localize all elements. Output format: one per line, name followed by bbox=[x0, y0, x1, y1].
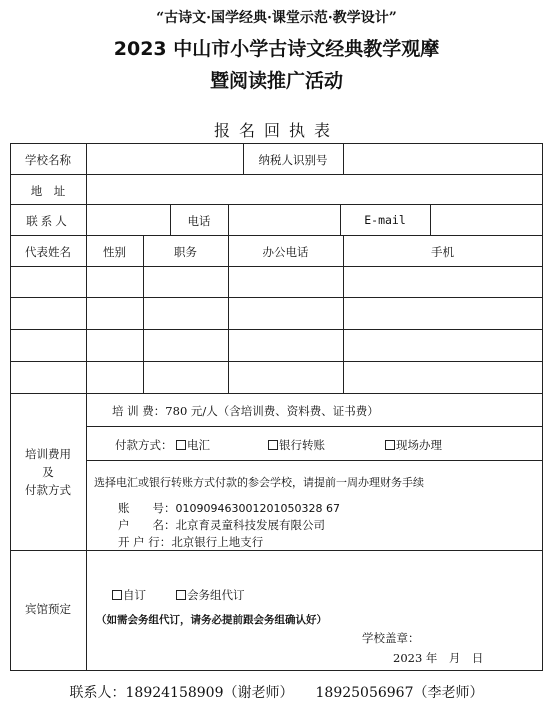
bank-name-row bbox=[118, 517, 325, 533]
hotel-option-label: 自订 bbox=[123, 588, 146, 602]
hotel-label: 宾馆预定 bbox=[25, 602, 71, 616]
school-name-field[interactable] bbox=[88, 146, 242, 172]
fee-text: 培 训 费：780 元/人（含培训费、资料费、证书费） bbox=[112, 404, 379, 418]
footer-phone-2: 18925056967 bbox=[315, 685, 414, 701]
checkbox[interactable] bbox=[385, 440, 395, 450]
phone-field[interactable] bbox=[230, 207, 339, 233]
checkbox[interactable] bbox=[176, 590, 186, 600]
payment-option-transfer[interactable] bbox=[268, 437, 325, 453]
table-row[interactable] bbox=[12, 331, 541, 360]
checkbox[interactable] bbox=[112, 590, 122, 600]
col-rep-name: 代表姓名 bbox=[25, 245, 71, 259]
fee-section-label-3: 付款方式 bbox=[25, 483, 71, 497]
bank-branch-value: 北京银行上地支行 bbox=[171, 535, 264, 549]
col-position: 职务 bbox=[174, 245, 197, 259]
payment-method-row bbox=[115, 437, 173, 453]
payment-option-onsite[interactable] bbox=[385, 437, 442, 453]
bank-branch-label: 开 户 行： bbox=[118, 535, 172, 549]
bank-name-value: 北京育灵童科技发展有限公司 bbox=[175, 518, 325, 532]
footer-phone-1: 18924158909 bbox=[125, 685, 224, 701]
bank-account-row bbox=[118, 500, 340, 516]
contact-field[interactable] bbox=[88, 207, 169, 233]
email-field[interactable] bbox=[432, 207, 541, 233]
footer-name-2: （李老师） bbox=[413, 685, 484, 701]
tagline: “古诗文·国学经典·课堂示范·教学设计” bbox=[156, 10, 397, 26]
hotel-note: （如需会务组代订，请务必提前跟会务组确认好） bbox=[96, 614, 327, 626]
email-label: E-mail bbox=[364, 213, 406, 227]
payment-option-wire[interactable] bbox=[176, 437, 210, 453]
payment-option-label: 银行转账 bbox=[279, 438, 325, 452]
table-row[interactable] bbox=[12, 268, 541, 296]
hotel-option-self[interactable] bbox=[112, 587, 146, 603]
fee-section-label-1: 培训费用 bbox=[25, 447, 71, 461]
col-gender: 性别 bbox=[103, 245, 126, 259]
hotel-option-committee[interactable] bbox=[176, 587, 245, 603]
table-row[interactable] bbox=[12, 363, 541, 392]
bank-name-label: 户 名： bbox=[118, 518, 176, 532]
address-field[interactable] bbox=[88, 177, 541, 203]
footer-contact-label: 联系人： bbox=[69, 685, 126, 701]
col-mobile: 手机 bbox=[431, 245, 454, 259]
bank-account-label: 账 号： bbox=[118, 501, 176, 515]
school-name-label: 学校名称 bbox=[25, 153, 71, 167]
payment-method-label: 付款方式： bbox=[115, 438, 173, 452]
footer-name-1: （谢老师） bbox=[223, 685, 294, 701]
checkbox[interactable] bbox=[268, 440, 278, 450]
payment-option-label: 电汇 bbox=[187, 438, 210, 452]
bank-branch-row bbox=[118, 534, 263, 550]
col-office-phone: 办公电话 bbox=[262, 245, 309, 259]
page-title: 2023 中山市小学古诗文经典教学观摩 bbox=[113, 38, 440, 60]
taxpayer-id-label: 纳税人识别号 bbox=[258, 153, 328, 167]
seal-label: 学校盖章： bbox=[362, 631, 420, 645]
payment-option-label: 现场办理 bbox=[396, 438, 442, 452]
table-row[interactable] bbox=[12, 299, 541, 328]
contact-label: 联系人 bbox=[26, 214, 70, 228]
fee-section-label-2: 及 bbox=[42, 465, 54, 479]
transfer-note: 选择电汇或银行转账方式付款的参会学校，请提前一周办理财务手续 bbox=[94, 476, 424, 489]
hotel-option-label: 会务组代订 bbox=[187, 588, 245, 602]
footer-contacts bbox=[0, 682, 553, 702]
date-text: 2023 年 月 日 bbox=[393, 651, 484, 665]
phone-label: 电话 bbox=[187, 214, 211, 228]
form-title: 报名回执表 bbox=[213, 121, 339, 140]
page-subtitle: 暨阅读推广活动 bbox=[209, 70, 343, 92]
address-label: 地 址 bbox=[30, 184, 66, 198]
taxpayer-id-field[interactable] bbox=[345, 146, 541, 172]
bank-account-value: 010909463001201050328 67 bbox=[175, 502, 340, 515]
checkbox[interactable] bbox=[176, 440, 186, 450]
